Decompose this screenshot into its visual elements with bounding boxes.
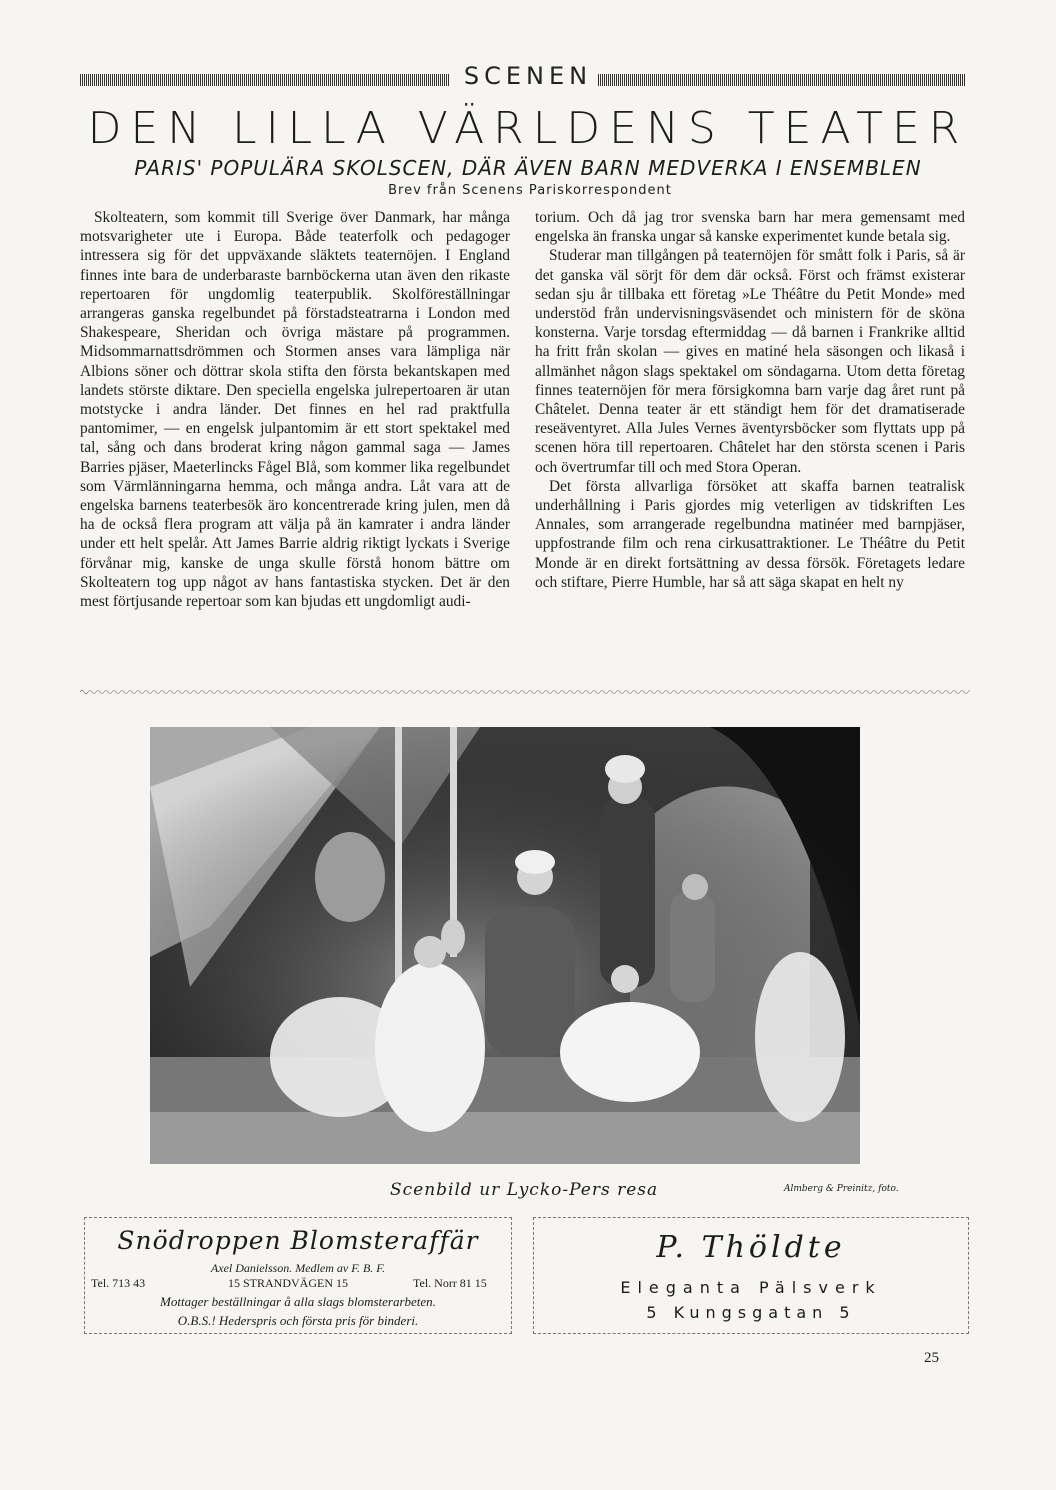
ad-snodroppen-name: Snödroppen Blomsteraffär bbox=[117, 1226, 479, 1255]
photo-credit: Almberg & Preinitz, foto. bbox=[784, 1184, 899, 1194]
left-column bbox=[80, 208, 510, 611]
left-paragraph: Skolteatern, som kommit till Sverige över Danmark, har många motsvarigheter ute i Europa. Både teaterfolk och pedagoger intressera sig för det uppväxande släktets teaternöjen. I England finnes inte bara de underbaraste barnböckerna utan även den rikaste repertoaren för ungdomlig teaterpublik. Skolföreställningar arrangeras ganska regelbundet på förstadsteatrarna i London med Shakespeare, Sheridan och övriga mästare på programmen. Midsommarnattsdrömmen och Stormen anses vara lämpliga när Albions söner och döttrar skola stifta den första bekantskapen med landets störste diktare. Den speciella engelska julrepertoaren är utan motstycke i andra länder. Det finnes en hel rad praktfulla pantomimer, — en engelsk julpantomim är ett stort spektakel med tal, sång och dans broderat kring någon gammal saga — James Barries pjäser, Maeterlincks Fågel Blå, som kommer lika regelbundet som Värmlänningarna hemma, och många andra. Låt vara att de engelska barnens teaterbesök äro koncentrerade kring julen, men då ha de också flera program att välja på än kamrater i andra länder under ett helt spelår. Att James Barrie aldrig riktigt lyckats i Sverige förvånar mig, kanske de unga skulle förstå honom bättre om Skolteatern tog upp något av hans fantastiska stycken. Det är den mest förtjusande repertoar som kan bjudas ett ungdomligt audi- bbox=[80, 209, 510, 611]
page-number: 25 bbox=[924, 1350, 939, 1366]
article-byline: Brev från Scenens Pariskorrespondent bbox=[388, 183, 672, 198]
stage-scene-illustration bbox=[150, 727, 860, 1164]
ad-snodroppen-line1: Mottager beställningar å alla slags blomsterarbeten. bbox=[160, 1294, 436, 1309]
ad-tholdte-tagline: Eleganta Pälsverk bbox=[620, 1278, 882, 1297]
ad-tholdte bbox=[533, 1217, 969, 1334]
ad-snodroppen-owner: Axel Danielsson. Medlem av F. B. F. bbox=[210, 1261, 386, 1275]
ad-snodroppen-address: 15 STRANDVÄGEN 15 bbox=[228, 1276, 348, 1290]
right-paragraph-3: Det första allvarliga försöket att skaffa barnen teatralisk underhållning i Paris gjordes mig veterligen av tidskriften Les Annales, som arrangerade regelbundna matinéer med barnpjäser, uppfostrande film och rena cirkusattraktioner. Le Théâtre du Petit Monde är en direkt fortsättning av dessa försök. Företagets ledare och stiftare, Pierre Humble, har så att säga skapat en helt ny bbox=[535, 477, 965, 591]
right-paragraph-1: torium. Och då jag tror svenska barn har mera gemensamt med engelska än franska ungar så kanske experimentet kunde betala sig. bbox=[535, 209, 965, 246]
stage-photograph bbox=[150, 727, 860, 1164]
article-subtitle: PARIS' POPULÄRA SKOLSCEN, DÄR ÄVEN BARN MEDVERKA I ENSEMBLEN bbox=[134, 156, 922, 180]
section-label: SCENEN bbox=[463, 62, 593, 90]
photo-caption: Scenbild ur Lycko-Pers resa bbox=[390, 1180, 659, 1200]
ad-snodroppen bbox=[84, 1217, 512, 1334]
ad-snodroppen-tel2: Tel. Norr 81 15 bbox=[413, 1276, 487, 1290]
ad-tholdte-name: P. Thöldte bbox=[656, 1230, 846, 1265]
right-column bbox=[535, 208, 965, 592]
article-title: DEN LILLA VÄRLDENS TEATER bbox=[87, 103, 969, 154]
right-paragraph-2: Studerar man tillgången på teaternöjen för smått folk i Paris, så är det ganska väl sörjt för dem där också. Först och främst existerar sedan sju år tillbaka ett företag »Le Théâtre du Petit Monde» med understöd från undervisningsväsendet och ministern för de sköna konsterna. Varje torsdag eftermiddag — då barnen i Frankrike alltid ha fritt från skolan — gives en matiné hela säsongen och likaså i allmänhet någon slags spektakel om söndagarna. Utom detta företag finnes teaternöjen för mera försigkomna barn varje dag året runt på Châtelet. Denna teater är ett ständigt hem för det dramatiserade reseäventyret. Alla Jules Vernes äventyrsböcker som flyttats upp på scenen höra till repertoaren. Châtelet har den största scenen i Paris och övertrumfar till och med Stora Operan. bbox=[535, 247, 965, 476]
ad-snodroppen-line2: O.B.S.! Hederspris och första pris för binderi. bbox=[177, 1313, 419, 1328]
wavy-divider bbox=[80, 688, 970, 696]
ad-tholdte-address: 5 Kungsgatan 5 bbox=[646, 1303, 856, 1322]
ad-snodroppen-tel1: Tel. 713 43 bbox=[91, 1276, 146, 1290]
